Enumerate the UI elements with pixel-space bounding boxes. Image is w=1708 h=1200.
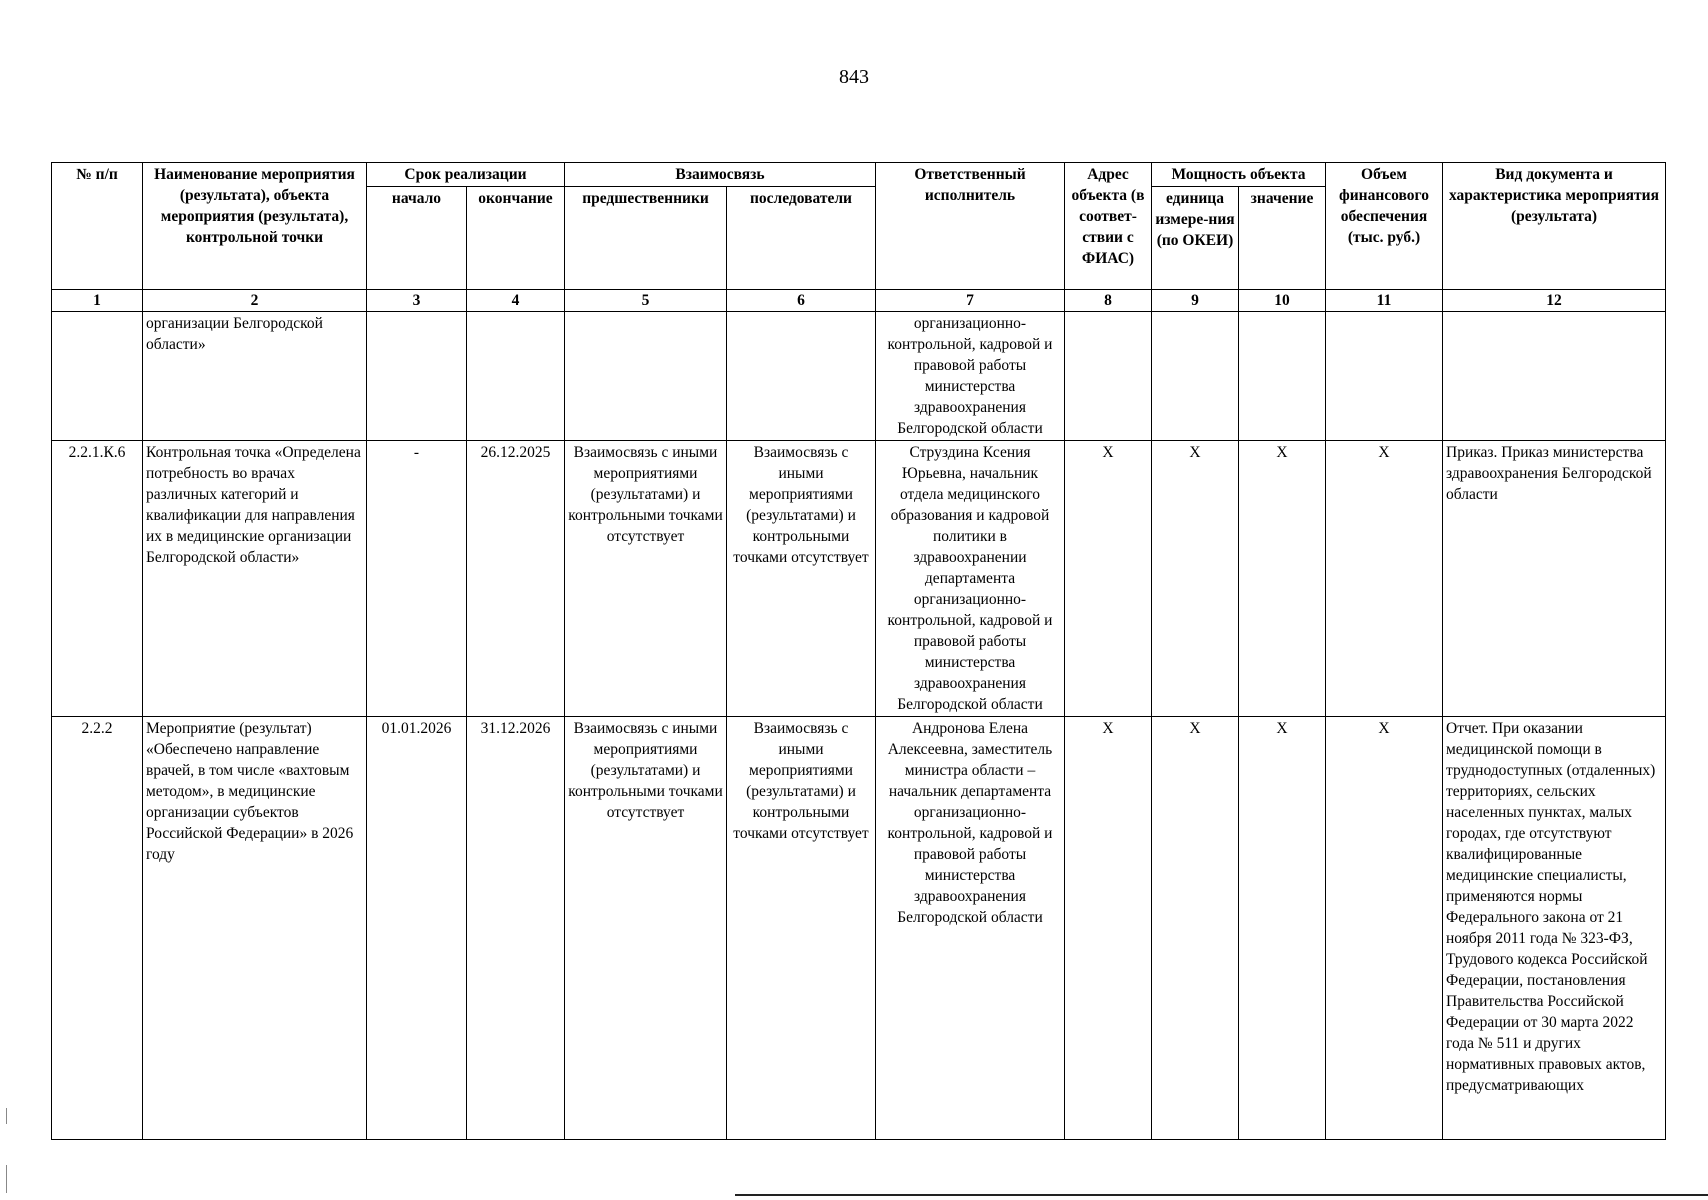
column-number: 11	[1326, 290, 1443, 312]
header-name: Наименование мероприятия (результата), объекта мероприятия (результата), контрольной точки	[143, 163, 367, 290]
column-number: 7	[876, 290, 1065, 312]
column-number: 12	[1443, 290, 1666, 312]
row-num	[52, 312, 143, 441]
activities-table	[51, 162, 1666, 1140]
row-unit: Х	[1152, 441, 1239, 717]
header-start: начало	[367, 187, 467, 290]
row-successors: Взаимосвязь с иными мероприятиями (результатами) и контрольными точками отсутствует	[727, 717, 876, 1140]
header-finance: Объем финансового обеспечения (тыс. руб.)	[1326, 163, 1443, 290]
row-executor: Струздина Ксения Юрьевна, начальник отдела медицинского образования и кадровой политики в здравоохранении департамента организационно-контрольной, кадровой и правовой работы министерства здравоохранения Белгородской области	[876, 441, 1065, 717]
header-term-group: Срок реализации	[367, 163, 565, 187]
row-value: Х	[1239, 717, 1326, 1140]
column-number: 9	[1152, 290, 1239, 312]
margin-mark	[6, 1165, 7, 1193]
header-value: значение	[1239, 187, 1326, 290]
row-executor: Андронова Елена Алексеевна, заместитель министра области – начальник департамента организационно-контрольной, кадровой и правовой работы министерства здравоохранения Белгородской области	[876, 717, 1065, 1140]
row-successors: Взаимосвязь с иными мероприятиями (результатами) и контрольными точками отсутствует	[727, 441, 876, 717]
row-end	[467, 312, 565, 441]
column-numbers-row	[52, 290, 1666, 312]
header-unit: единица измере-ния (по ОКЕИ)	[1152, 187, 1239, 290]
column-number: 8	[1065, 290, 1152, 312]
header-end: окончание	[467, 187, 565, 290]
row-name: организации Белгородской области»	[143, 312, 367, 441]
row-finance: Х	[1326, 717, 1443, 1140]
row-unit	[1152, 312, 1239, 441]
table-row	[52, 312, 1666, 441]
column-number: 4	[467, 290, 565, 312]
header-row-top	[52, 163, 1666, 187]
row-document: Приказ. Приказ министерства здравоохранения Белгородской области	[1443, 441, 1666, 717]
column-number: 5	[565, 290, 727, 312]
table-row	[52, 441, 1666, 717]
row-executor: организационно-контрольной, кадровой и правовой работы министерства здравоохранения Белгородской области	[876, 312, 1065, 441]
row-document	[1443, 312, 1666, 441]
row-start: -	[367, 441, 467, 717]
header-document: Вид документа и характеристика мероприятия (результата)	[1443, 163, 1666, 290]
row-name: Контрольная точка «Определена потребность во врачах различных категорий и квалификации для направления их в медицинские организации Белгородской области»	[143, 441, 367, 717]
row-num: 2.2.2	[52, 717, 143, 1140]
row-document: Отчет. При оказании медицинской помощи в труднодоступных (отдаленных) территориях, сельских населенных пунктах, малых городах, где отсутствуют квалифицированные медицинские специалисты, применяются нормы Федерального закона от 21 ноября 2011 года № 323-ФЗ, Трудового кодекса Российской Федерации, постановления Правительства Российской Федерации от 30 марта 2022 года № 511 и других нормативных правовых актов, предусматривающих	[1443, 717, 1666, 1140]
row-predecessors: Взаимосвязь с иными мероприятиями (результатами) и контрольными точками отсутствует	[565, 441, 727, 717]
row-end: 26.12.2025	[467, 441, 565, 717]
scan-edge-line	[735, 1194, 1708, 1196]
row-value	[1239, 312, 1326, 441]
row-address: Х	[1065, 717, 1152, 1140]
row-successors	[727, 312, 876, 441]
row-value: Х	[1239, 441, 1326, 717]
column-number: 3	[367, 290, 467, 312]
row-unit: Х	[1152, 717, 1239, 1140]
header-capacity-group: Мощность объекта	[1152, 163, 1326, 187]
row-address: Х	[1065, 441, 1152, 717]
row-name: Мероприятие (результат) «Обеспечено направление врачей, в том числе «вахтовым методом», в медицинские организации субъектов Российской Федерации» в 2026 году	[143, 717, 367, 1140]
column-number: 1	[52, 290, 143, 312]
row-finance: Х	[1326, 441, 1443, 717]
header-num: № п/п	[52, 163, 143, 290]
row-start	[367, 312, 467, 441]
table-row	[52, 717, 1666, 1140]
row-num: 2.2.1.К.6	[52, 441, 143, 717]
header-successors: последователи	[727, 187, 876, 290]
row-start: 01.01.2026	[367, 717, 467, 1140]
margin-mark	[6, 1108, 7, 1124]
column-number: 2	[143, 290, 367, 312]
row-finance	[1326, 312, 1443, 441]
column-number: 6	[727, 290, 876, 312]
row-predecessors: Взаимосвязь с иными мероприятиями (результатами) и контрольными точками отсутствует	[565, 717, 727, 1140]
row-predecessors	[565, 312, 727, 441]
row-end: 31.12.2026	[467, 717, 565, 1140]
header-executor: Ответственный исполнитель	[876, 163, 1065, 290]
header-predecessors: предшественники	[565, 187, 727, 290]
column-number: 10	[1239, 290, 1326, 312]
row-address	[1065, 312, 1152, 441]
header-address: Адрес объекта (в соответ-ствии с ФИАС)	[1065, 163, 1152, 290]
page-number: 843	[839, 66, 869, 88]
header-link-group: Взаимосвязь	[565, 163, 876, 187]
